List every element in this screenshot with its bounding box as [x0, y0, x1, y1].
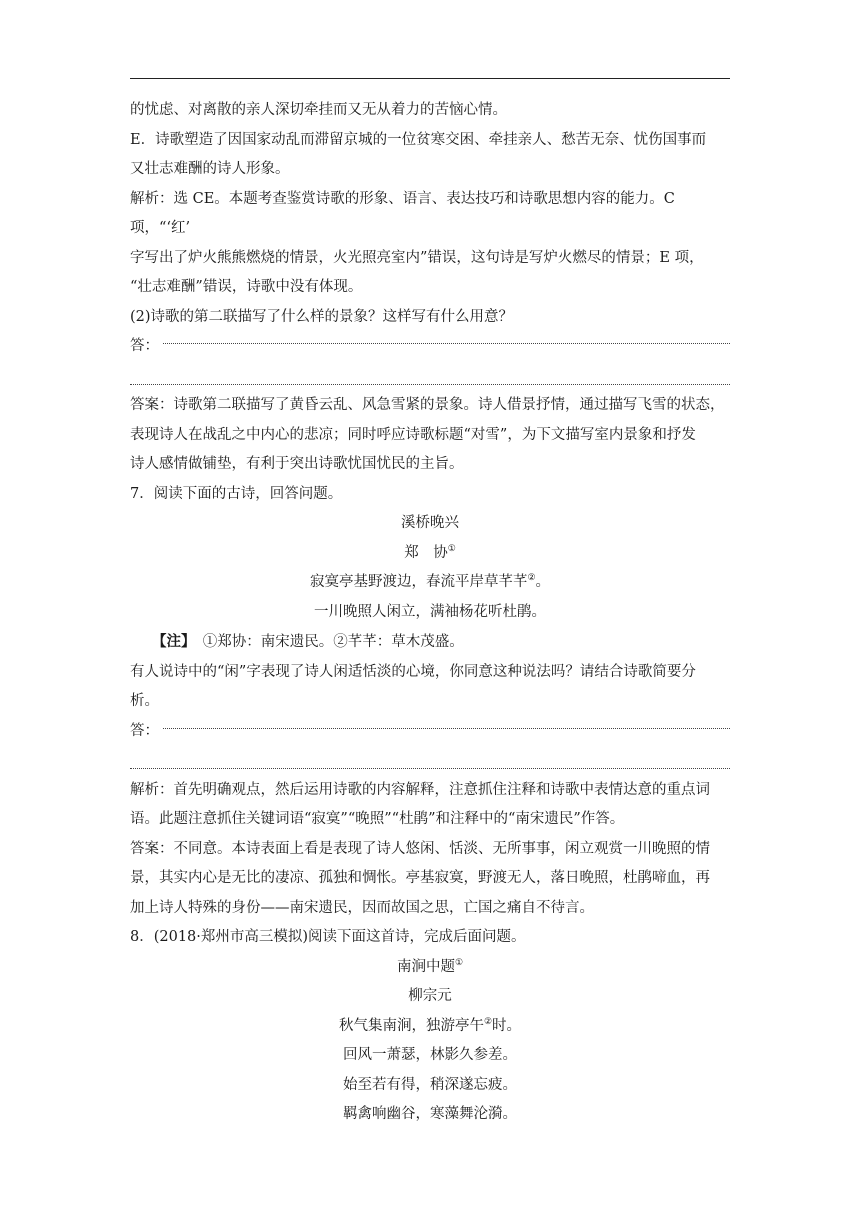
analysis-line: 解析：首先明确观点，然后运用诗歌的内容解释，注意抓住注释和诗歌中表情达意的重点词 [130, 781, 710, 798]
poem-author: 郑 协① [404, 543, 456, 561]
poem-line: 羁禽响幽谷，寒藻舞沦漪。 [343, 1106, 517, 1122]
footnote-mark: ① [447, 543, 456, 554]
question-7: 7．阅读下面的古诗，回答问题。 [130, 485, 343, 502]
document-body [130, 96, 730, 1130]
answer-dotted-line [163, 343, 730, 344]
text-line: 又壮志难酬的诗人形象。 [130, 161, 290, 177]
answer-line: 答案：不同意。本诗表面上看是表现了诗人悠闲、恬淡、无所事事，闲立观赏一川晚照的情 [130, 840, 710, 857]
poem-line: 秋气集南涧，独游亭午②时。 [338, 1016, 522, 1034]
header-rule [130, 78, 730, 79]
poem-line: 一川晚照人闲立，满袖杨花听杜鹃。 [314, 603, 546, 620]
answer-field [130, 332, 730, 362]
poem-author: 柳宗元 [408, 988, 452, 1004]
answer-line: 景，其实内心是无比的凄凉、孤独和惆怅。亭基寂寞，野渡无人，落日晚照，杜鹃啼血，再 [130, 870, 710, 886]
question-text: 有人说诗中的“闲”字表现了诗人闲适恬淡的心境，你同意这种说法吗？请结合诗歌简要分 [130, 663, 696, 680]
poem-line: 回风一萧瑟，林影久参差。 [343, 1047, 517, 1063]
option-e-line: E．诗歌塑造了因国家动乱而滞留京城的一位贫寒交困、牵挂亲人、愁苦无奈、忧伤国事而 [130, 131, 707, 148]
poem-line: 寂寞亭基野渡边，春流平岸草芊芊②。 [309, 573, 551, 590]
answer-dotted-line [130, 362, 730, 392]
analysis-line: 解析：选 CE。本题考查鉴赏诗歌的形象、语言、表达技巧和诗歌思想内容的能力。C 项，“‘红’ [130, 190, 675, 236]
answer-label: 答： [130, 722, 159, 739]
analysis-line: 字写出了炉火熊熊燃烧的情景，火光照亮室内”错误，这句诗是写炉火燃尽的情景；E 项， [130, 249, 704, 266]
answer-field [130, 717, 730, 747]
answer-line: 表现诗人在战乱之中内心的悲凉；同时呼应诗歌标题“对雪”，为下文描写室内景象和抒发 [130, 426, 696, 443]
question-8: 8．(2018·郑州市高三模拟)阅读下面这首诗，完成后面问题。 [130, 929, 526, 945]
analysis-line: “壮志难酬”错误，诗歌中没有体现。 [130, 279, 363, 295]
answer-dotted-line [163, 728, 730, 729]
answer-line: 诗人感情做铺垫，有利于突出诗歌忧国忧民的主旨。 [130, 456, 464, 472]
note-tag: 【注】 [152, 633, 189, 650]
poem-line: 始至若有得，稍深遂忘疲。 [343, 1076, 517, 1093]
poem-title: 南涧中题① [396, 957, 464, 975]
footnote-mark: ① [454, 957, 464, 968]
answer-label: 答： [130, 338, 159, 354]
answer-dotted-line [130, 746, 730, 776]
question-2: (2)诗歌的第二联描写了什么样的景象？这样写有什么用意？ [130, 308, 514, 325]
question-text: 析。 [130, 693, 159, 709]
text-line: 的忧虑、对离散的亲人深切牵挂而又无从着力的苦恼心情。 [130, 102, 507, 118]
answer-line: 加上诗人特殊的身份——南宋遗民，因而故国之思，亡国之痛自不待言。 [130, 899, 594, 916]
answer-line: 答案：诗歌第二联描写了黄昏云乱、风急雪紧的景象。诗人借景抒情，通过描写飞雪的状态， [130, 397, 725, 413]
analysis-line: 语。此题注意抓住关键词语“寂寞”“晚照”“杜鹃”和注释中的“南宋遗民”作答。 [130, 811, 625, 827]
footnote-mark: ② [527, 573, 536, 584]
footnote-mark: ② [483, 1016, 493, 1027]
poem-note: 【注】 ①郑协：南宋遗民。②芊芊：草木茂盛。 [152, 633, 464, 650]
poem-title: 溪桥晚兴 [401, 515, 459, 531]
